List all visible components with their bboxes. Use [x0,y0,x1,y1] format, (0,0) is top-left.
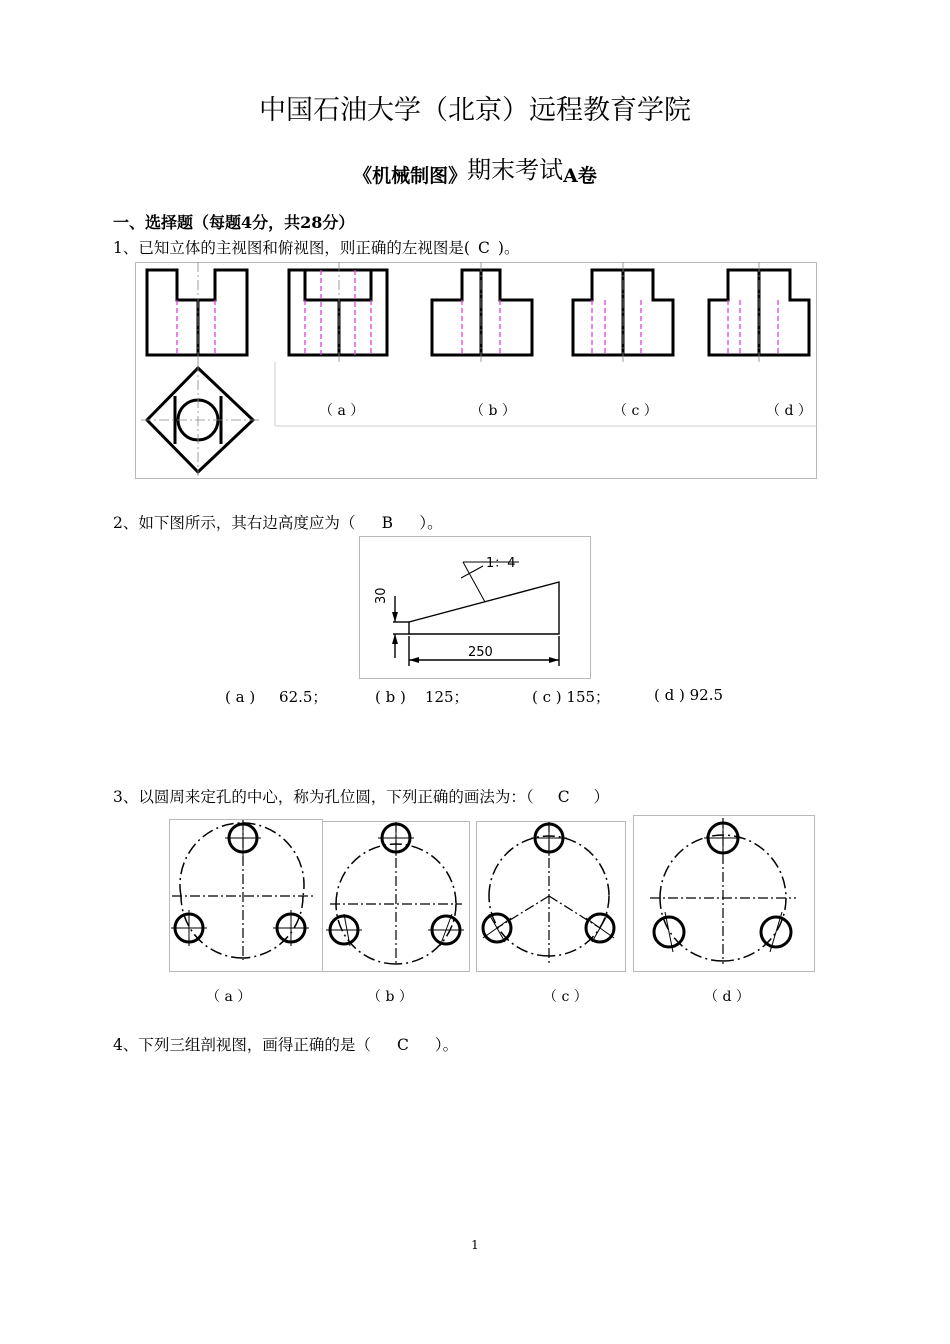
course-name: 《机械制图》 [353,165,468,187]
q1-label-b: （ b ） [470,403,516,419]
q2-option-c: ( c ) 155； [532,688,611,706]
q2-option-b: ( b ) 125； [375,688,469,706]
q4-stem-suffix: ）。 [434,1036,459,1054]
q1-label-c: （ c ） [613,403,658,419]
q2-answer: B [381,514,394,532]
section-heading: 一、选择题（每题4分，共28分） [113,213,355,232]
q3-stem-suffix: ） [593,788,610,806]
q3-option-d-figure [650,818,796,964]
q3-option-a-figure [171,820,314,960]
q3-label-c: （ c ） [543,989,588,1005]
paper-version: A卷 [563,165,597,187]
q2-stem-prefix: 2、如下图所示，其右边高度应为（ [113,514,356,532]
q1-label-a: （ a ） [319,403,365,419]
q1-stem-prefix: 1、已知立体的主视图和俯视图，则正确的左视图是( [113,239,470,257]
q2-dim-height: 30 [374,587,389,604]
q2-stem-suffix: ）。 [419,514,443,532]
q3-label-a: （ a ） [206,989,252,1005]
q2-option-a: ( a ) 62.5； [225,688,328,706]
school-title: 中国石油大学（北京）远程教育学院 [259,95,691,126]
q3-answer: C [557,788,570,806]
exam-type: 期末考试 [467,156,564,184]
q1-stem-suffix: )。 [497,239,520,257]
q3-label-b: （ b ） [367,989,413,1005]
q2-taper-label: 1：4 [486,556,516,571]
q1-label-d: （ d ） [766,403,812,419]
q3-label-d: （ d ） [704,989,750,1005]
q2-dim-length: 250 [468,645,493,660]
q3-option-b-figure [326,822,464,966]
question-4 [113,1033,458,1055]
q1-answer: C [477,239,490,257]
q3-stem-prefix: 3、以圆周来定孔的中心，称为孔位圆，下列正确的画法为：（ [113,788,534,806]
q3-option-c-figure [483,822,614,964]
q4-stem-prefix: 4、下列三组剖视图，画得正确的是（ [113,1036,371,1054]
q4-answer: C [396,1036,409,1054]
q2-option-d: ( d ) 92.5 [654,686,724,704]
page-number: 1 [471,1238,479,1252]
